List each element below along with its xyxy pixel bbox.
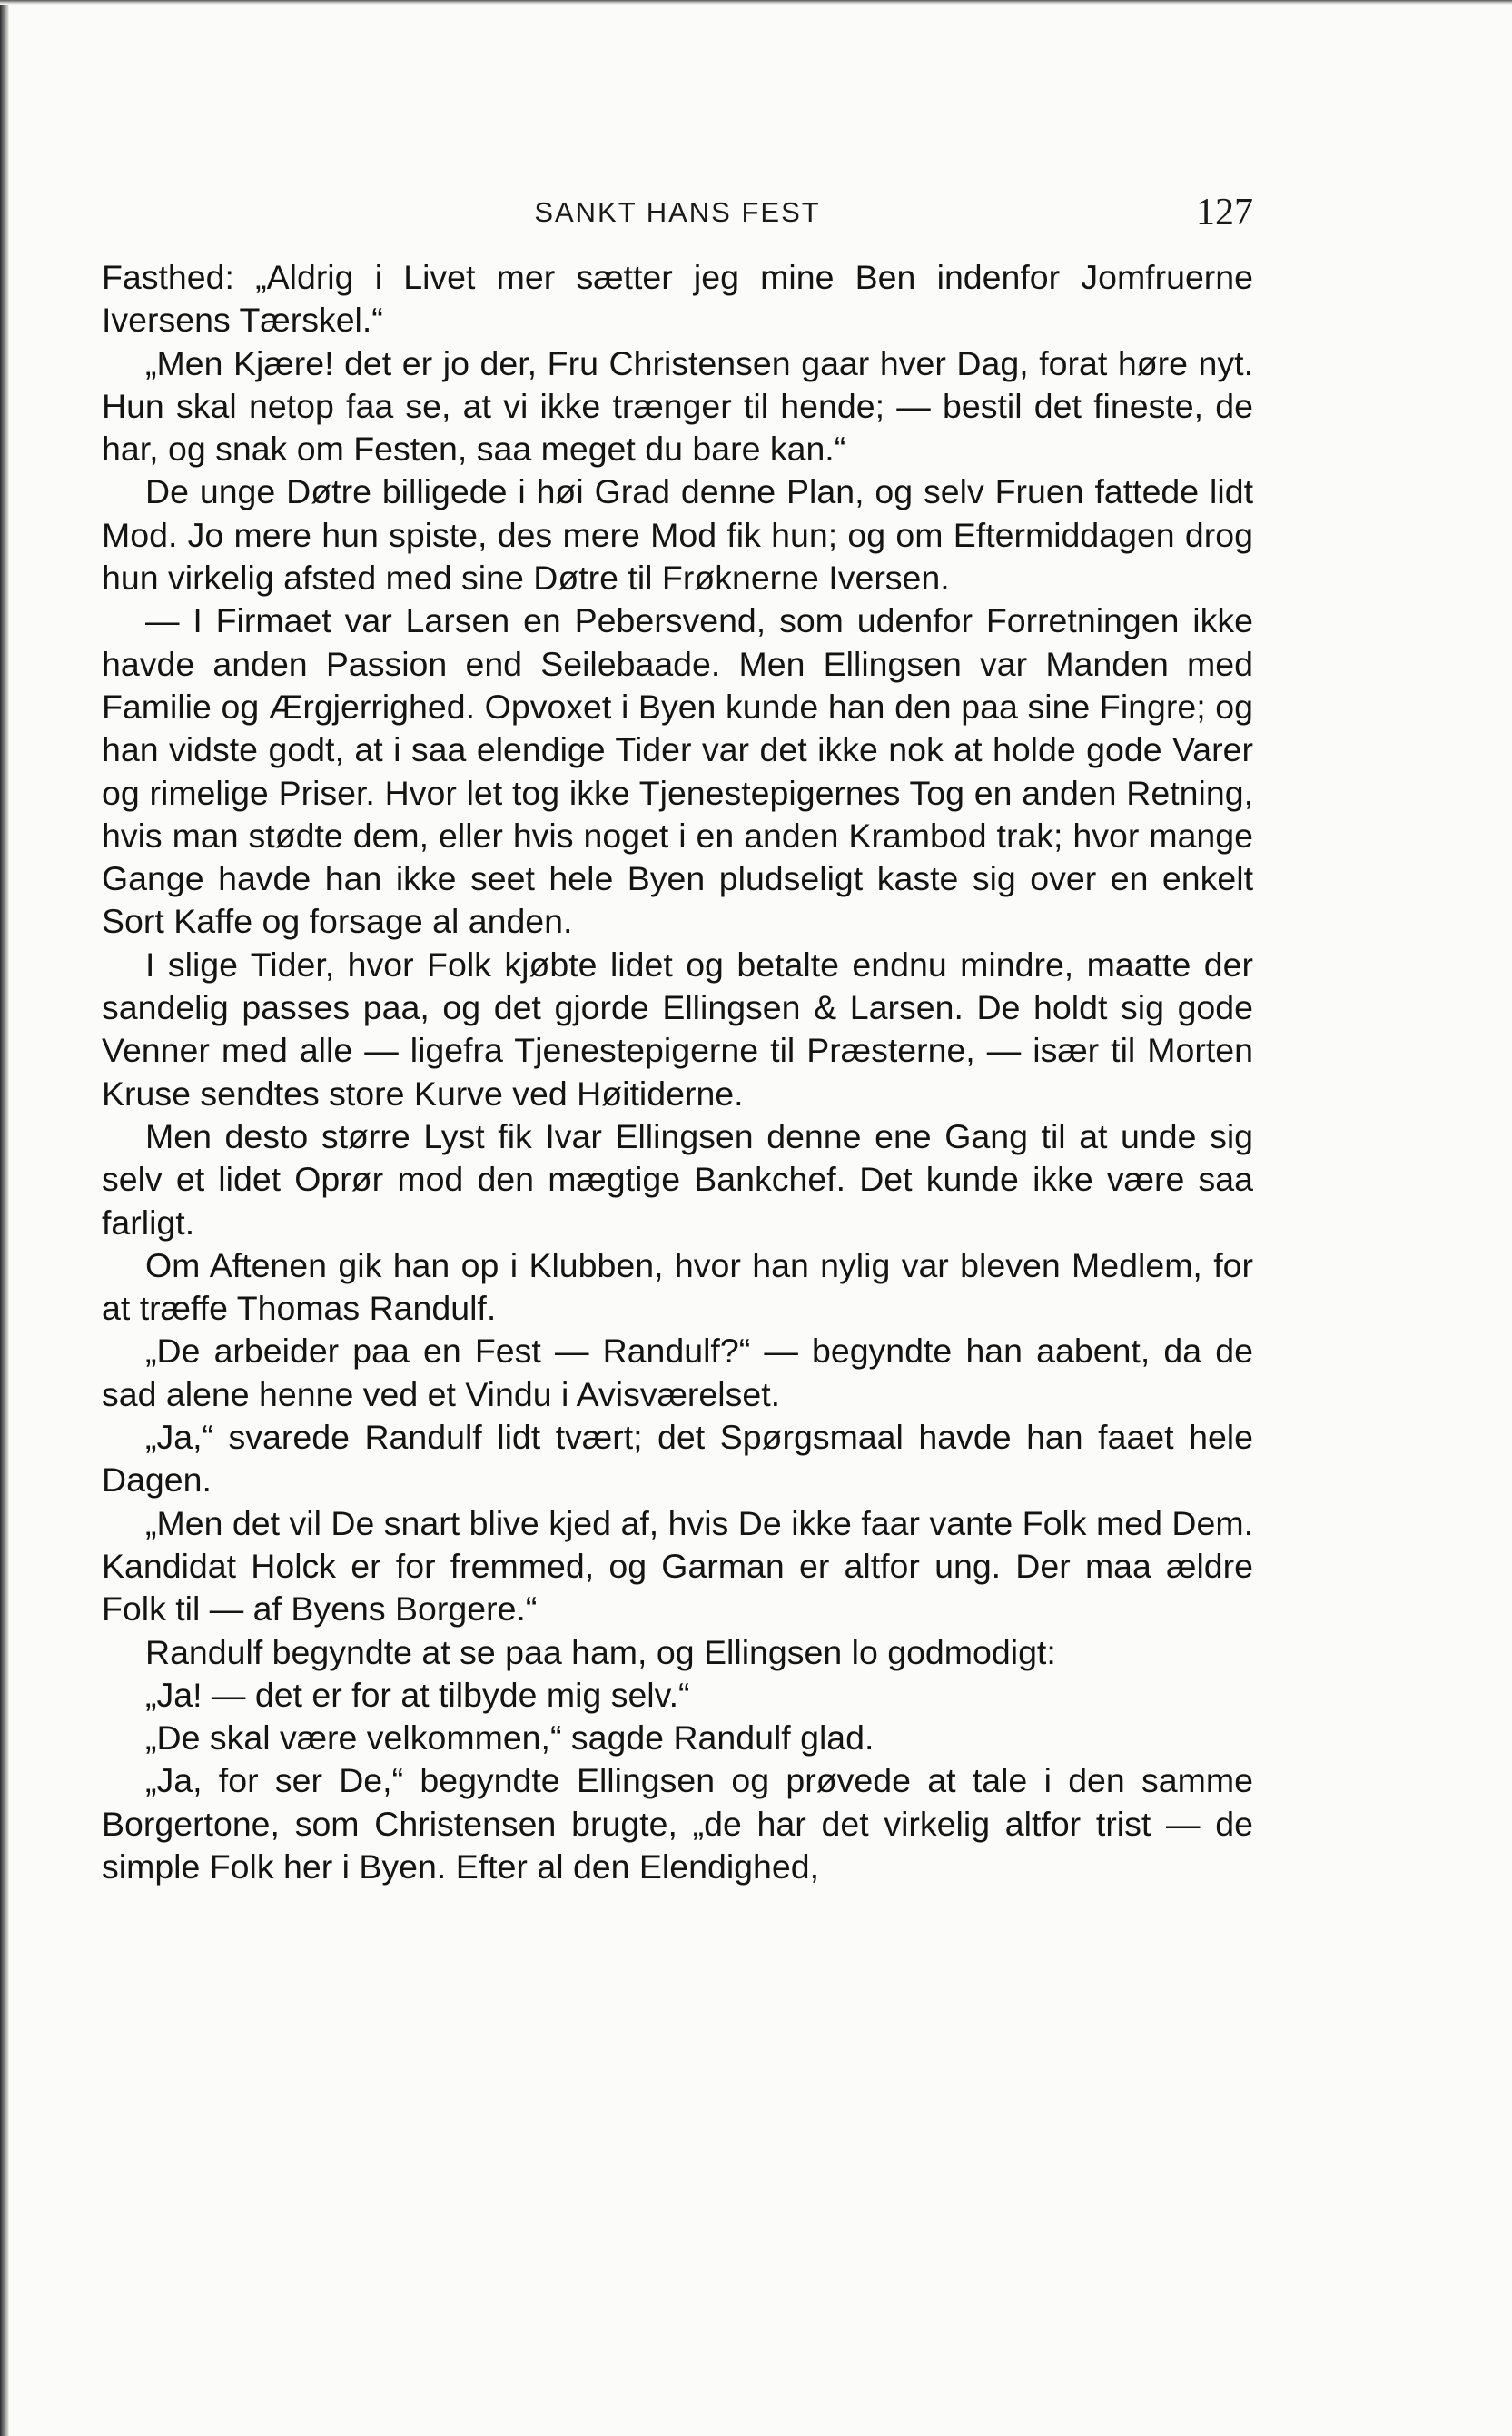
page-edge-shadow (0, 0, 9, 2436)
page-number: 127 (1196, 192, 1253, 233)
paragraph: „De skal være velkommen,“ sagde Randulf glad. (145, 1718, 875, 1758)
paragraph: Randulf begyndte at se paa ham, og Ellingsen lo godmodigt: (145, 1632, 1056, 1671)
paragraph: „Men det vil De snart blive kjed af, hvis De ikke faar vante Folk med Dem. Kandidat Holck er for fremmed, og Garman er altfor ung. Der maa ældre Folk til — af Byens Borgere.“ (102, 1503, 1253, 1629)
running-title: SANKT HANS FEST (534, 196, 821, 228)
paragraph: Men desto større Lyst fik Ivar Ellingsen denne ene Gang til at unde sig selv et lidet Oprør mod den mægtige Bankchef. Det kunde ikke være saa farligt. (102, 1116, 1253, 1242)
paragraph: Fasthed: „Aldrig i Livet mer sætter jeg mine Ben indenfor Jomfruerne Iversens Tærskel.“ (102, 258, 1253, 340)
body-text (102, 256, 1253, 1888)
page-top-edge (0, 0, 1512, 5)
page-header (102, 187, 1253, 242)
paragraph: „Ja,“ svarede Randulf lidt tvært; det Spørgsmaal havde han faaet hele Dagen. (102, 1418, 1253, 1500)
paragraph: „Ja, for ser De,“ begyndte Ellingsen og prøvede at tale i den samme Borgertone, som Christensen brugte, „de har det virkelig altfor trist — de simple Folk her i Byen. Efter al den Elendighed, (102, 1761, 1253, 1886)
paragraph: „Men Kjære! det er jo der, Fru Christensen gaar hver Dag, forat høre nyt. Hun skal netop faa se, at vi ikke trænger til hende; — bestil det fineste, de har, og snak om Festen, saa meget du bare kan.“ (102, 343, 1253, 469)
paragraph: „Ja! — det er for at tilbyde mig selv.“ (145, 1675, 690, 1714)
paragraph: — I Firmaet var Larsen en Pebersvend, som udenfor Forretningen ikke havde anden Passion end Seilebaade. Men Ellingsen var Manden med Familie og Ærgjerrighed. Opvoxet i Byen kunde han den paa sine Fingre; og han vidste godt, at i saa elendige Tider var det ikke nok at holde gode Varer og rimelige Priser. Hvor let tog ikke Tjenestepigernes Tog en anden Retning, hvis man stødte dem, eller hvis noget i en anden Krambod trak; hvor mange Gange havde han ikke seet hele Byen pludseligt kaste sig over en enkelt Sort Kaffe og forsage al anden. (102, 601, 1253, 941)
paragraph: „De arbeider paa en Fest — Randulf?“ — begyndte han aabent, da de sad alene henne ved et Vindu i Avisværelset. (102, 1332, 1253, 1413)
paragraph: Om Aftenen gik han op i Klubben, hvor han nylig var bleven Medlem, for at træffe Thomas Randulf. (102, 1245, 1253, 1328)
paragraph: I slige Tider, hvor Folk kjøbte lidet og betalte endnu mindre, maatte der sandelig passes paa, og det gjorde Ellingsen & Larsen. De holdt sig gode Venner med alle — ligefra Tjenestepigerne til Præsterne, — især til Morten Kruse sendtes store Kurve ved Høitiderne. (102, 945, 1253, 1113)
paragraph: De unge Døtre billigede i høi Grad denne Plan, og selv Fruen fattede lidt Mod. Jo mere hun spiste, des mere Mod fik hun; og om Eftermiddagen drog hun virkelig afsted med sine Døtre til Frøknerne Iversen. (102, 472, 1253, 598)
